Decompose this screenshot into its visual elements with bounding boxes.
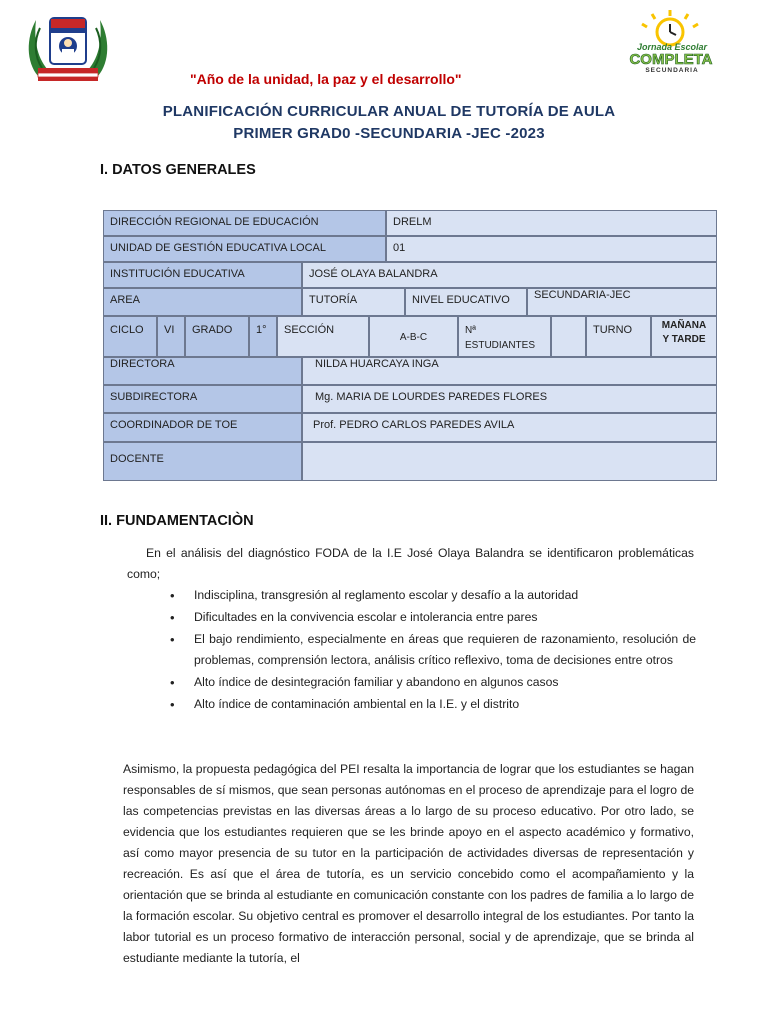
list-item: • Alto índice de desintegración familiar y abandono en algunos casos xyxy=(168,672,696,693)
estudiantes-label-line1: Nª xyxy=(465,325,476,336)
grado-value: 1° xyxy=(249,316,277,357)
docente-value xyxy=(302,442,717,481)
grado-label: GRADO xyxy=(185,316,249,357)
area-value: TUTORÍA xyxy=(302,288,405,316)
seccion-label: SECCIÓN xyxy=(277,316,369,357)
school-crest-icon xyxy=(24,10,112,82)
section-heading-datos-generales: I. DATOS GENERALES xyxy=(100,162,256,178)
document-title: PLANIFICACIÓN CURRICULAR ANUAL DE TUTORÍA DE AULA xyxy=(162,103,616,120)
ugel-label: UNIDAD DE GESTIÓN EDUCATIVA LOCAL xyxy=(103,236,386,262)
logo-text-jornada: Jornada Escolar xyxy=(636,42,708,52)
estudiantes-value xyxy=(551,316,586,357)
turno-value xyxy=(651,316,717,357)
list-item: • Indisciplina, transgresión al reglamento escolar y desafío a la autoridad xyxy=(168,585,696,606)
docente-label: DOCENTE xyxy=(103,442,302,481)
dre-label: DIRECCIÓN REGIONAL DE EDUCACIÓN xyxy=(103,210,386,236)
nivel-value: SECUNDARIA-JEC xyxy=(527,288,717,316)
ugel-value: 01 xyxy=(386,236,717,262)
document-subtitle: PRIMER GRAD0 -SECUNDARIA -JEC -2023 xyxy=(233,125,545,142)
subdirectora-label: SUBDIRECTORA xyxy=(103,385,302,413)
estudiantes-label xyxy=(458,316,551,357)
turno-label: TURNO xyxy=(586,316,651,357)
list-item: • El bajo rendimiento, especialmente en áreas que requieren de razonamiento, resolución de problemas, comprensión lectora, análisis crítico reflexivo, toma de decisiones entre otros xyxy=(168,629,696,671)
jornada-escolar-completa-logo xyxy=(622,8,718,76)
ie-value: JOSÉ OLAYA BALANDRA xyxy=(302,262,717,288)
list-item: • Dificultades en la convivencia escolar e intolerancia entre pares xyxy=(168,607,696,628)
coordinador-value: Prof. PEDRO CARLOS PAREDES AVILA xyxy=(302,413,717,442)
list-item: • Alto índice de contaminación ambiental en la I.E. y el distrito xyxy=(168,694,696,715)
subdirectora-value: Mg. MARIA DE LOURDES PAREDES FLORES xyxy=(302,385,717,413)
section-heading-fundamentacion: II. FUNDAMENTACIÒN xyxy=(100,513,254,529)
estudiantes-label-line2: ESTUDIANTES xyxy=(465,340,536,351)
seccion-value: A-B-C xyxy=(369,316,458,357)
directora-value: NILDA HUARCAYA INGA xyxy=(302,357,717,385)
nivel-label: NIVEL EDUCATIVO xyxy=(405,288,527,316)
turno-value-line2: Y TARDE xyxy=(662,333,706,345)
body-paragraph: Asimismo, la propuesta pedagógica del PEI resalta la importancia de lograr que los estudiantes se hagan responsables de sí mismos, que sean personas autónomas en el proceso de aprendizaje para el logro de las competencias previstas en las diversas áreas a lo largo de su proceso educativo. Por otro lado, se evidencia que los estudiantes requieren que se les brinde apoyo en el aspecto académico y formativo, así como mayor presencia de su tutor en la participación de actividades diversas de representación y recreación. Es así que el área de tutoría, es un servicio concebido como el acompañamiento y la orientación que se brinda al estudiante en comunicación constante con los padres de familia a lo largo de la formación escolar. Su objetivo central es promover el desarrollo integral de los estudiantes. Por tanto la labor tutorial es un proceso formativo de interacción personal, social y de aprendizaje, que se brinda al estudiante mediante la tutoría, el xyxy=(123,762,694,965)
coordinador-label: COORDINADOR DE TOE xyxy=(103,413,302,442)
ciclo-value: VI xyxy=(157,316,185,357)
intro-paragraph: En el análisis del diagnóstico FODA de la I.E José Olaya Balandra se identificaron problemáticas como; xyxy=(127,546,694,581)
logo-text-secundaria: SECUNDARIA xyxy=(645,67,699,74)
area-label: AREA xyxy=(103,288,302,316)
problems-list xyxy=(168,585,696,716)
ciclo-label: CICLO xyxy=(103,316,157,357)
year-motto: "Año de la unidad, la paz y el desarrollo" xyxy=(190,71,462,87)
logo-text-completa: COMPLETA xyxy=(629,51,713,68)
ie-label: INSTITUCIÓN EDUCATIVA xyxy=(103,262,302,288)
turno-value-line1: MAÑANA xyxy=(661,320,707,331)
directora-label: DIRECTORA xyxy=(103,357,302,385)
dre-value: DRELM xyxy=(386,210,717,236)
